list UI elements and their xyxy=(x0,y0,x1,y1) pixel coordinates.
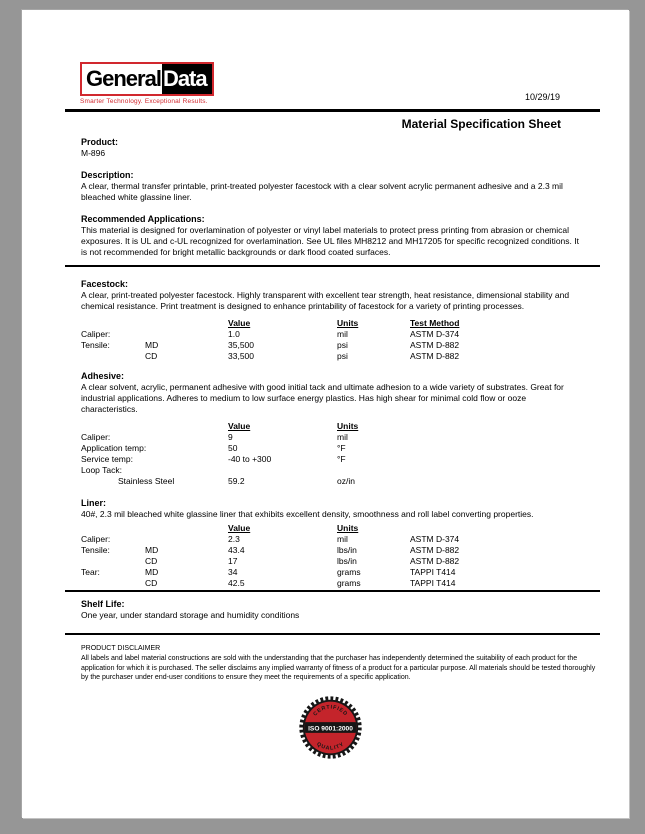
col-header-method: Test Method xyxy=(410,318,460,328)
col-header-units: Units xyxy=(337,318,359,328)
row-label: Application temp: xyxy=(81,443,147,453)
page-title: Material Specification Sheet xyxy=(401,117,561,131)
row-units: grams xyxy=(337,567,361,577)
row-value: 43.4 xyxy=(228,545,245,555)
section-facestock xyxy=(81,279,579,362)
row-value: 17 xyxy=(228,556,238,566)
logo-text-general: General xyxy=(82,64,162,94)
adhesive-text: A clear solvent, acrylic, permanent adhesive with good initial tack and ultimate adhesion to a wide variety of substrates. Great for industrial applications. Adheres to medium to low surface energy plastics. Has high shear for minimal cold flow or ooze characteristics. xyxy=(81,382,564,414)
row-label: Loop Tack: xyxy=(81,465,122,475)
row-value: -40 to +300 xyxy=(228,454,272,464)
row-units: °F xyxy=(337,443,346,453)
table-row xyxy=(81,578,579,589)
table-row xyxy=(81,567,579,578)
row-units: lbs/in xyxy=(337,545,357,555)
row-method: ASTM D-374 xyxy=(410,534,460,544)
row-label xyxy=(81,351,145,362)
row-value: 2.3 xyxy=(228,534,240,544)
table-row xyxy=(81,534,579,545)
disclaimer-heading: PRODUCT DISCLAIMER xyxy=(81,645,161,652)
section-shelf-life xyxy=(81,599,579,621)
row-sub: CD xyxy=(145,578,158,588)
row-value: 59.2 xyxy=(228,476,245,486)
row-method: ASTM D-882 xyxy=(410,351,460,361)
row-sub: MD xyxy=(145,545,159,555)
document-date: 10/29/19 xyxy=(524,92,560,102)
row-units: psi xyxy=(337,351,348,361)
section-applications xyxy=(81,214,579,258)
row-method: ASTM D-882 xyxy=(410,545,460,555)
facestock-text: A clear, print-treated polyester facestock. Highly transparent with excellent tear strength, heat resistance, dimensional stability and chemical resistance. Print treatment is designed to enhance printability of facestock for a variety of printing processes. xyxy=(81,290,570,311)
adhesive-table xyxy=(81,421,579,487)
row-value: 42.5 xyxy=(228,578,245,588)
table-header-row xyxy=(81,523,579,534)
col-header-value: Value xyxy=(228,318,251,328)
company-logo xyxy=(80,62,214,105)
row-value: 33,500 xyxy=(228,351,254,361)
row-value xyxy=(228,465,337,476)
row-label xyxy=(81,578,145,589)
col-header-value: Value xyxy=(228,523,251,533)
row-units: mil xyxy=(337,432,348,442)
row-label: Tensile: xyxy=(81,340,110,350)
row-units xyxy=(337,465,410,476)
section-divider xyxy=(65,265,600,267)
section-divider xyxy=(65,633,600,635)
page-header xyxy=(65,62,600,105)
liner-table xyxy=(81,523,579,589)
table-header-row xyxy=(81,421,579,432)
shelf-life-heading: Shelf Life: xyxy=(81,599,125,609)
document-body xyxy=(81,137,596,759)
row-method: TAPPI T414 xyxy=(410,578,456,588)
col-header-units: Units xyxy=(337,421,359,431)
row-sub: CD xyxy=(145,351,158,361)
row-label: Caliper: xyxy=(81,534,111,544)
row-value: 50 xyxy=(228,443,238,453)
table-row xyxy=(81,476,579,487)
section-product xyxy=(81,137,579,159)
liner-heading: Liner: xyxy=(81,498,107,508)
badge-center-text: ISO 9001:2000 xyxy=(307,724,353,732)
row-method: TAPPI T414 xyxy=(410,567,456,577)
row-label: Tensile: xyxy=(81,545,110,555)
table-row xyxy=(81,340,579,351)
liner-text: 40#, 2.3 mil bleached white glassine liner that exhibits excellent density, smoothness and roll label converting properties. xyxy=(81,509,534,519)
applications-text: This material is designed for overlamination of polyester or vinyl label materials to protect press printing from abrasion or chemical exposures. It is UL and c-UL recognized for overlamination. See UL files MH8212 and MH17205 for specific recognized conditions. It is not recommended for bright metallic backgrounds or dark flood coated surfaces. xyxy=(81,225,579,257)
row-sub: CD xyxy=(145,556,158,566)
product-value: M-896 xyxy=(81,148,106,158)
row-value: 35,500 xyxy=(228,340,254,350)
facestock-heading: Facestock: xyxy=(81,279,129,289)
row-label xyxy=(81,556,145,567)
badge-bottom-arc-text: QUALITY xyxy=(314,740,346,752)
shelf-life-text: One year, under standard storage and humidity conditions xyxy=(81,610,300,620)
iso-certification-badge-icon xyxy=(299,696,362,759)
description-text: A clear, thermal transfer printable, print-treated polyester facestock with a clear solvent acrylic permanent adhesive and a 2.3 mil bleached white glassine liner. xyxy=(81,181,563,202)
table-row xyxy=(81,454,579,465)
table-row xyxy=(81,556,579,567)
row-method: ASTM D-882 xyxy=(410,340,460,350)
row-sub xyxy=(145,534,228,545)
disclaimer-text: All labels and label material constructions are sold with the understanding that the purchaser has independently determined the suitability of each product for the application for which it is purchased. The seller disclaims any implied warranty of fitness of a product for a particular purpose. All materials should be tested thoroughly by the purchaser under end-user conditions to ensure they meet the requirements of a specific application. xyxy=(81,655,596,681)
section-divider xyxy=(65,590,600,592)
general-data-logo xyxy=(80,62,214,96)
row-sub-label: Stainless Steel xyxy=(118,476,175,486)
row-value: 34 xyxy=(228,567,238,577)
row-label: Tear: xyxy=(81,567,100,577)
row-sub: MD xyxy=(145,340,159,350)
row-label: Caliper: xyxy=(81,432,111,442)
section-disclaimer xyxy=(81,644,596,683)
row-value: 1.0 xyxy=(228,329,240,339)
header-divider xyxy=(65,109,600,112)
row-sub: MD xyxy=(145,567,159,577)
row-units: mil xyxy=(337,329,348,339)
col-header-units: Units xyxy=(337,523,359,533)
row-units: grams xyxy=(337,578,361,588)
table-row xyxy=(81,329,579,340)
applications-heading: Recommended Applications: xyxy=(81,214,205,224)
table-row xyxy=(81,465,579,476)
row-value: 9 xyxy=(228,432,233,442)
row-label: Caliper: xyxy=(81,329,111,339)
row-units: psi xyxy=(337,340,348,350)
product-heading: Product: xyxy=(81,137,118,147)
table-header-row xyxy=(81,318,579,329)
table-row xyxy=(81,432,579,443)
row-units: lbs/in xyxy=(337,556,357,566)
row-units: oz/in xyxy=(337,476,355,486)
col-header-value: Value xyxy=(228,421,251,431)
table-row xyxy=(81,545,579,556)
table-row xyxy=(81,351,579,362)
description-heading: Description: xyxy=(81,170,134,180)
document-page xyxy=(22,10,629,818)
row-method: ASTM D-882 xyxy=(410,556,460,566)
facestock-table xyxy=(81,318,579,362)
row-sub xyxy=(145,329,228,340)
section-adhesive xyxy=(81,371,579,487)
logo-tagline: Smarter Technology. Exceptional Results. xyxy=(80,98,208,105)
section-liner xyxy=(81,498,579,589)
row-label: Service temp: xyxy=(81,454,133,464)
row-units: °F xyxy=(337,454,346,464)
badge-top-arc-text: CERTIFIED xyxy=(311,704,349,717)
table-row xyxy=(81,443,579,454)
logo-text-data: Data xyxy=(162,64,212,94)
adhesive-heading: Adhesive: xyxy=(81,371,125,381)
section-description xyxy=(81,170,579,203)
row-units: mil xyxy=(337,534,348,544)
row-method: ASTM D-374 xyxy=(410,329,460,339)
